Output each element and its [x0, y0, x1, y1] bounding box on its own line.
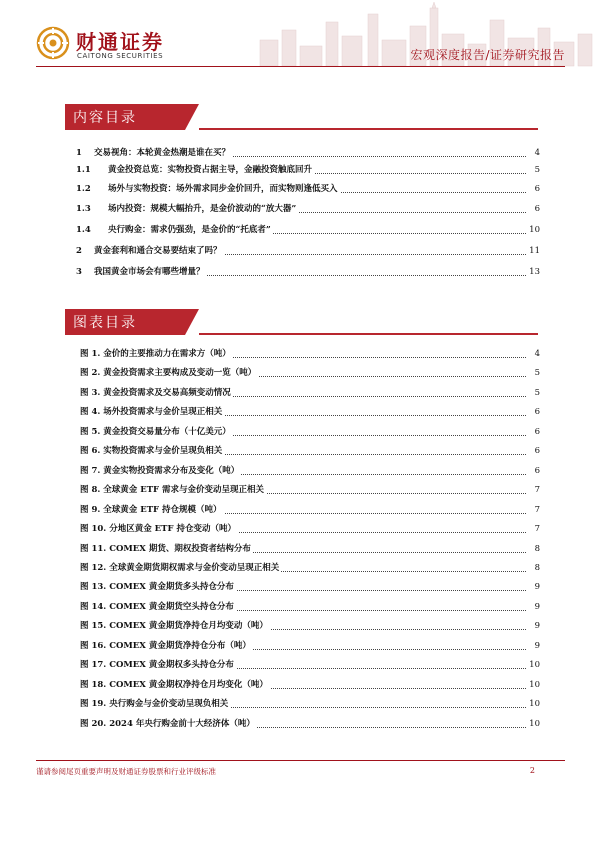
figure-entry-page: 7	[534, 485, 540, 496]
header-divider	[36, 66, 565, 67]
figures-title-box	[65, 309, 185, 335]
toc-entry[interactable]	[76, 182, 540, 196]
toc-entry-title: 我国黄金市场会有哪些增量？	[94, 267, 205, 277]
figure-entry[interactable]	[76, 639, 540, 653]
figure-entry-title: 图 13. COMEX 黄金期货多头持仓分布	[80, 582, 234, 593]
figure-entry-title: 图 7. 黄金实物投资需求分布及变化（吨）	[80, 465, 240, 476]
figure-entry-page: 10	[529, 660, 540, 671]
figure-entry[interactable]	[76, 717, 540, 731]
figure-entry-title: 图 16. COMEX 黄金期货净持仓分布（吨）	[80, 640, 251, 651]
figure-entry[interactable]	[76, 464, 540, 478]
logo-chinese-name: 财通证券	[76, 30, 164, 54]
toc-entry[interactable]	[76, 146, 540, 160]
toc-entry-number: 1	[76, 148, 82, 158]
toc-entry-title: 场外与实物投资：场外需求同步金价回升，而实物则逢低买入	[108, 184, 338, 194]
toc-title-rule	[199, 128, 538, 130]
figure-entry[interactable]	[76, 678, 540, 692]
figure-entry[interactable]	[76, 580, 540, 594]
figure-entry-page: 9	[534, 621, 540, 632]
toc-entry-page: 4	[534, 148, 540, 158]
figure-entry-title: 图 14. COMEX 黄金期货空头持仓分布	[80, 601, 234, 612]
toc-entry-number: 1.2	[76, 184, 91, 194]
figure-entry-title: 图 4. 场外投资需求与金价呈现正相关	[80, 407, 223, 418]
figure-entry-page: 6	[534, 446, 540, 457]
toc-entry-number: 1.3	[76, 204, 91, 214]
toc-entry[interactable]	[76, 223, 540, 237]
figure-entry-title: 图 8. 全球黄金 ETF 需求与金价变动呈现正相关	[80, 485, 265, 496]
figure-entry-title: 图 17. COMEX 黄金期权多头持仓分布	[80, 660, 234, 671]
logo-english-name: CAITONG SECURITIES	[77, 52, 164, 60]
footer-divider	[36, 760, 565, 761]
figure-entry-page: 6	[534, 465, 540, 476]
toc-entry-title: 交易视角：本轮黄金热潮是谁在买？	[94, 148, 231, 158]
toc-entry-page: 13	[529, 267, 540, 277]
figure-entry-title: 图 2. 黄金投资需求主要构成及变动一览（吨）	[80, 368, 257, 379]
toc-entry-number: 3	[76, 267, 82, 277]
figure-entry-title: 图 11. COMEX 期货、期权投资者结构分布	[80, 543, 251, 554]
figure-entry[interactable]	[76, 444, 540, 458]
figure-entry-title: 图 3. 黄金投资需求及交易高频变动情况	[80, 387, 231, 398]
figure-entry[interactable]	[76, 503, 540, 517]
toc-entry-page: 6	[534, 184, 540, 194]
toc-entry-page: 6	[534, 204, 540, 214]
figure-entry-title: 图 10. 分地区黄金 ETF 持仓变动（吨）	[80, 524, 236, 534]
figure-entry-page: 8	[534, 543, 540, 554]
figure-entry-page: 9	[534, 601, 540, 612]
toc-entry-page: 5	[534, 165, 540, 175]
toc-entry-title: 场内投资：规模大幅抬升，是金价波动的“放大器”	[108, 204, 297, 214]
toc-entry-title: 央行购金：需求仍强劲，是金价的“托底者”	[108, 225, 271, 235]
figure-entry[interactable]	[76, 386, 540, 400]
toc-entry[interactable]	[76, 202, 540, 216]
figure-entry[interactable]	[76, 561, 540, 575]
figure-entry-title: 图 6. 实物投资需求与金价呈现负相关	[80, 446, 223, 457]
figures-title: 图表目录	[73, 315, 137, 331]
toc-entry-page: 10	[529, 225, 540, 235]
figure-entry[interactable]	[76, 425, 540, 439]
figure-entry[interactable]	[76, 542, 540, 556]
toc-title: 内容目录	[73, 110, 137, 126]
figures-title-rule	[199, 333, 538, 335]
toc-entry-title: 黄金投资总览：实物投资占据主导，金融投资触底回升	[108, 165, 313, 175]
figure-entry-title: 图 5. 黄金投资交易量分布（十亿美元）	[80, 426, 231, 437]
figure-entry[interactable]	[76, 600, 540, 614]
figure-entry-page: 9	[534, 582, 540, 593]
figure-entry-page: 5	[534, 387, 540, 398]
figure-entry[interactable]	[76, 347, 540, 361]
toc-entry-title: 黄金套利和通合交易要结束了吗？	[94, 246, 222, 256]
figure-entry[interactable]	[76, 619, 540, 633]
figure-entry-title: 图 1. 金价的主要推动力在需求方（吨）	[80, 349, 231, 359]
figure-entry-title: 图 12. 全球黄金期货期权需求与金价变动呈现正相关	[80, 563, 280, 573]
figure-entry-page: 7	[534, 524, 540, 534]
caitong-logo-emblem-icon	[36, 26, 70, 60]
toc-entry-number: 1.1	[76, 165, 91, 175]
toc-entry[interactable]	[76, 265, 540, 279]
footer-disclaimer: 谨请参阅尾页重要声明及财通证券股票和行业评级标准	[36, 767, 216, 776]
toc-section-header	[65, 104, 538, 130]
figure-entry-title: 图 9. 全球黄金 ETF 持仓规模（吨）	[80, 504, 222, 515]
figure-entry-page: 8	[534, 563, 540, 573]
figure-entry-title: 图 15. COMEX 黄金期货净持仓月均变动（吨）	[80, 621, 268, 632]
figure-entry[interactable]	[76, 658, 540, 672]
figure-entry-page: 10	[529, 699, 540, 710]
figure-entry[interactable]	[76, 697, 540, 711]
toc-entry[interactable]	[76, 163, 540, 177]
figure-entry-title: 图 19. 央行购金与金价变动呈现负相关	[80, 699, 229, 710]
figure-entry[interactable]	[76, 522, 540, 536]
figure-entry[interactable]	[76, 366, 540, 380]
toc-title-box	[65, 104, 185, 130]
figure-entry-page: 9	[534, 640, 540, 651]
figure-entry-page: 4	[534, 349, 540, 359]
page-number: 2	[529, 766, 535, 775]
figure-entry-page: 6	[534, 426, 540, 437]
figure-entry-title: 图 18. COMEX 黄金期权净持仓月均变化（吨）	[80, 679, 268, 690]
toc-entry-page: 11	[529, 246, 540, 256]
figures-section-header	[65, 309, 538, 335]
toc-entry-number: 2	[76, 246, 82, 256]
figure-entry-page: 7	[534, 504, 540, 515]
figure-entry-page: 10	[529, 679, 540, 690]
report-type-label: 宏观深度报告/证券研究报告	[410, 48, 565, 62]
toc-entry[interactable]	[76, 244, 540, 258]
figure-entry-title: 图 20. 2024 年央行购金前十大经济体（吨）	[80, 718, 255, 729]
figure-entry[interactable]	[76, 483, 540, 497]
figure-entry-page: 5	[534, 368, 540, 379]
toc-entry-number: 1.4	[76, 225, 91, 235]
figure-entry[interactable]	[76, 405, 540, 419]
figure-entry-page: 6	[534, 407, 540, 418]
figure-entry-page: 10	[529, 718, 540, 729]
